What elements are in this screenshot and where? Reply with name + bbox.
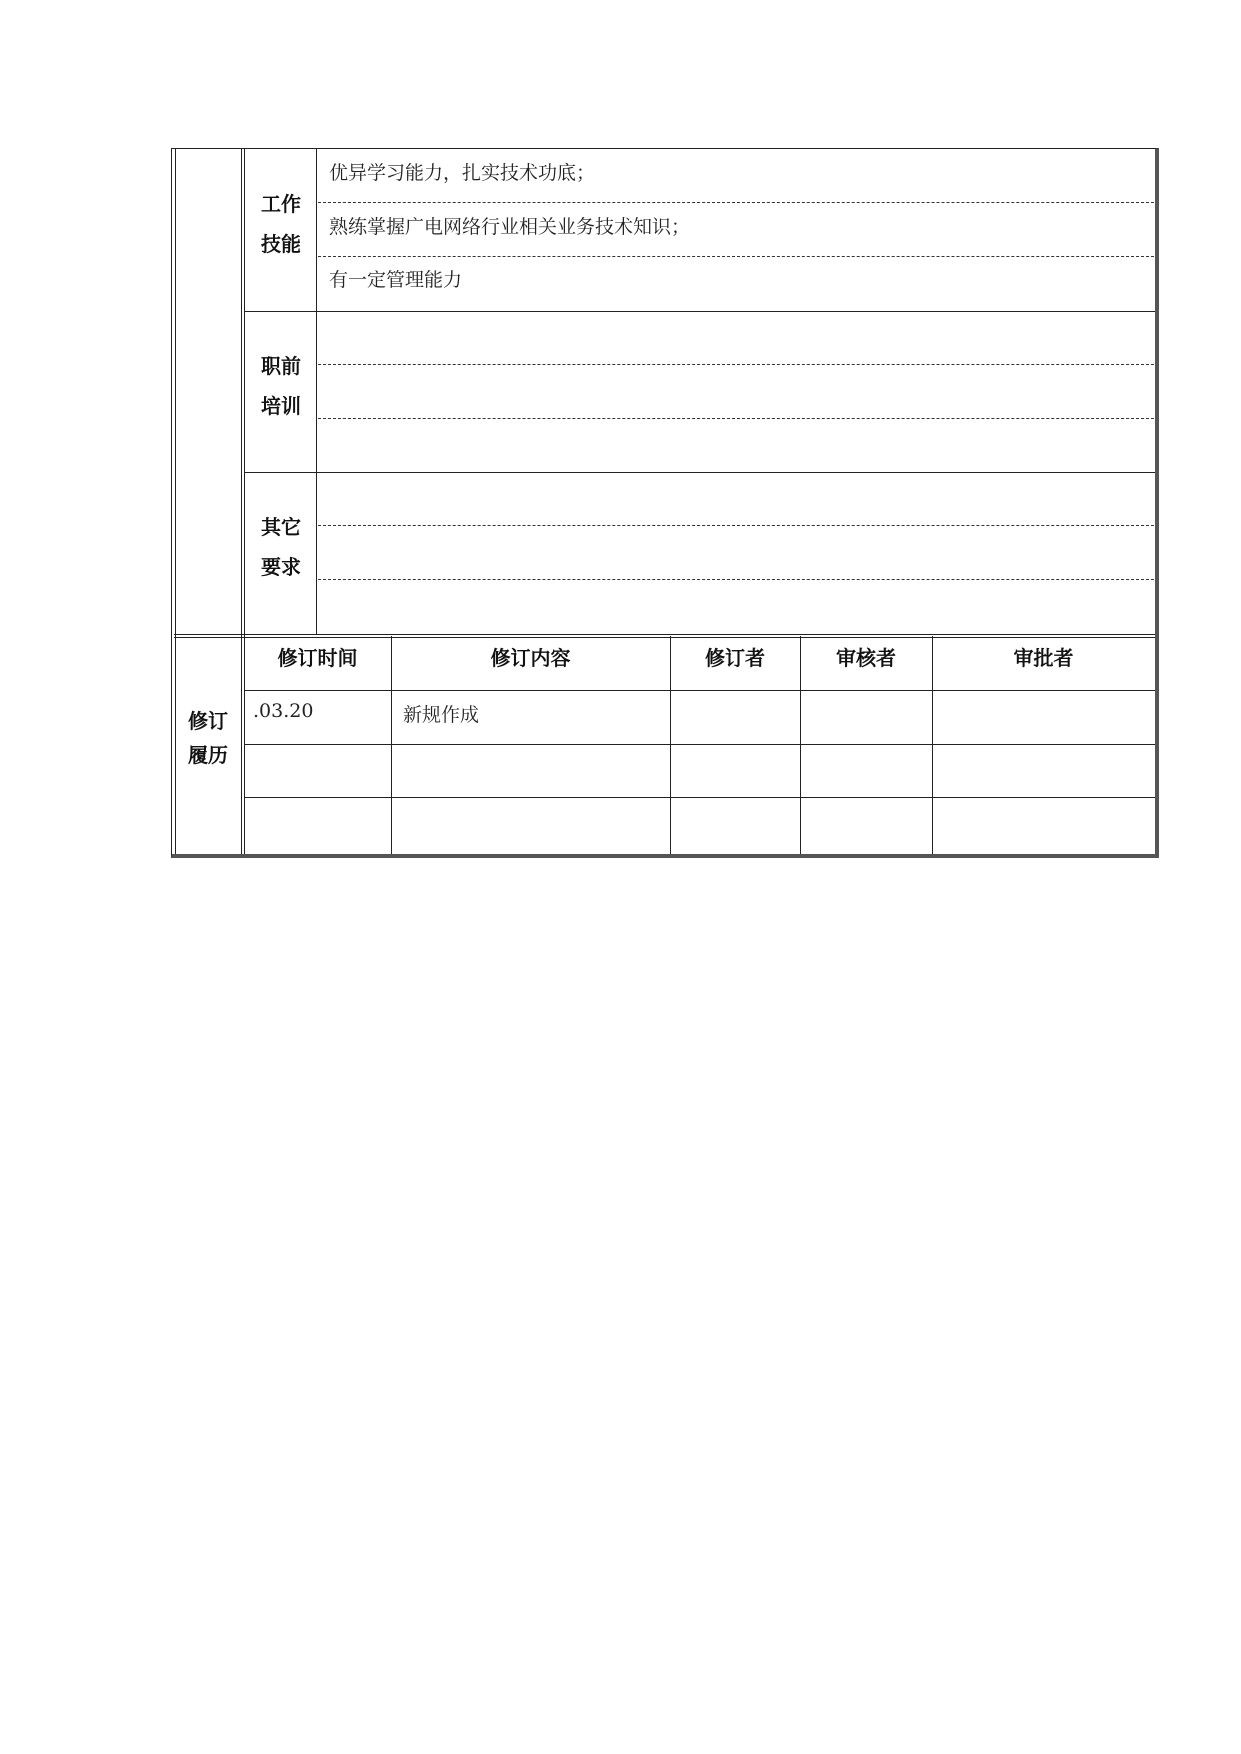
skills-label-line1: 工作	[261, 192, 301, 216]
dashed-line	[318, 418, 1154, 419]
skill-line: 熟练掌握广电网络行业相关业务技术知识；	[329, 216, 691, 238]
header-revision-content: 修订内容	[490, 646, 571, 670]
table-hline	[174, 634, 1155, 635]
training-label-line2: 培训	[261, 394, 301, 418]
skills-label	[248, 184, 314, 264]
revision-history-label	[176, 704, 240, 772]
header-approver: 审批者	[1013, 646, 1074, 670]
table-hline	[244, 744, 1155, 745]
dashed-line	[318, 256, 1154, 257]
dashed-line	[318, 579, 1154, 580]
other-label	[248, 507, 314, 587]
table-vline	[241, 148, 242, 854]
revision-label-line2: 履历	[188, 743, 228, 767]
revision-date-cell: .03.20	[253, 700, 314, 722]
training-label	[248, 346, 314, 426]
dashed-line	[318, 364, 1154, 365]
requirements-table-frame	[171, 148, 1159, 858]
table-vline	[244, 148, 245, 854]
table-hline	[244, 472, 1155, 473]
table-hline	[244, 690, 1155, 691]
table-vline	[316, 148, 317, 634]
other-label-line1: 其它	[261, 515, 301, 539]
revision-content-cell: 新规作成	[403, 704, 480, 726]
header-revision-date: 修订时间	[277, 646, 358, 670]
dashed-line	[318, 202, 1154, 203]
table-hline	[244, 311, 1155, 312]
header-reviser: 修订者	[705, 646, 765, 670]
header-checker: 审核者	[836, 646, 896, 670]
other-label-line2: 要求	[261, 555, 301, 579]
table-hline	[244, 797, 1155, 798]
skill-line: 有一定管理能力	[329, 269, 463, 291]
skills-label-line2: 技能	[261, 232, 301, 256]
dashed-line	[318, 525, 1154, 526]
revision-label-line1: 修订	[188, 709, 228, 733]
skill-line: 优异学习能力，扎实技术功底；	[329, 162, 596, 184]
table-hline	[174, 637, 1155, 638]
training-label-line1: 职前	[261, 354, 301, 378]
